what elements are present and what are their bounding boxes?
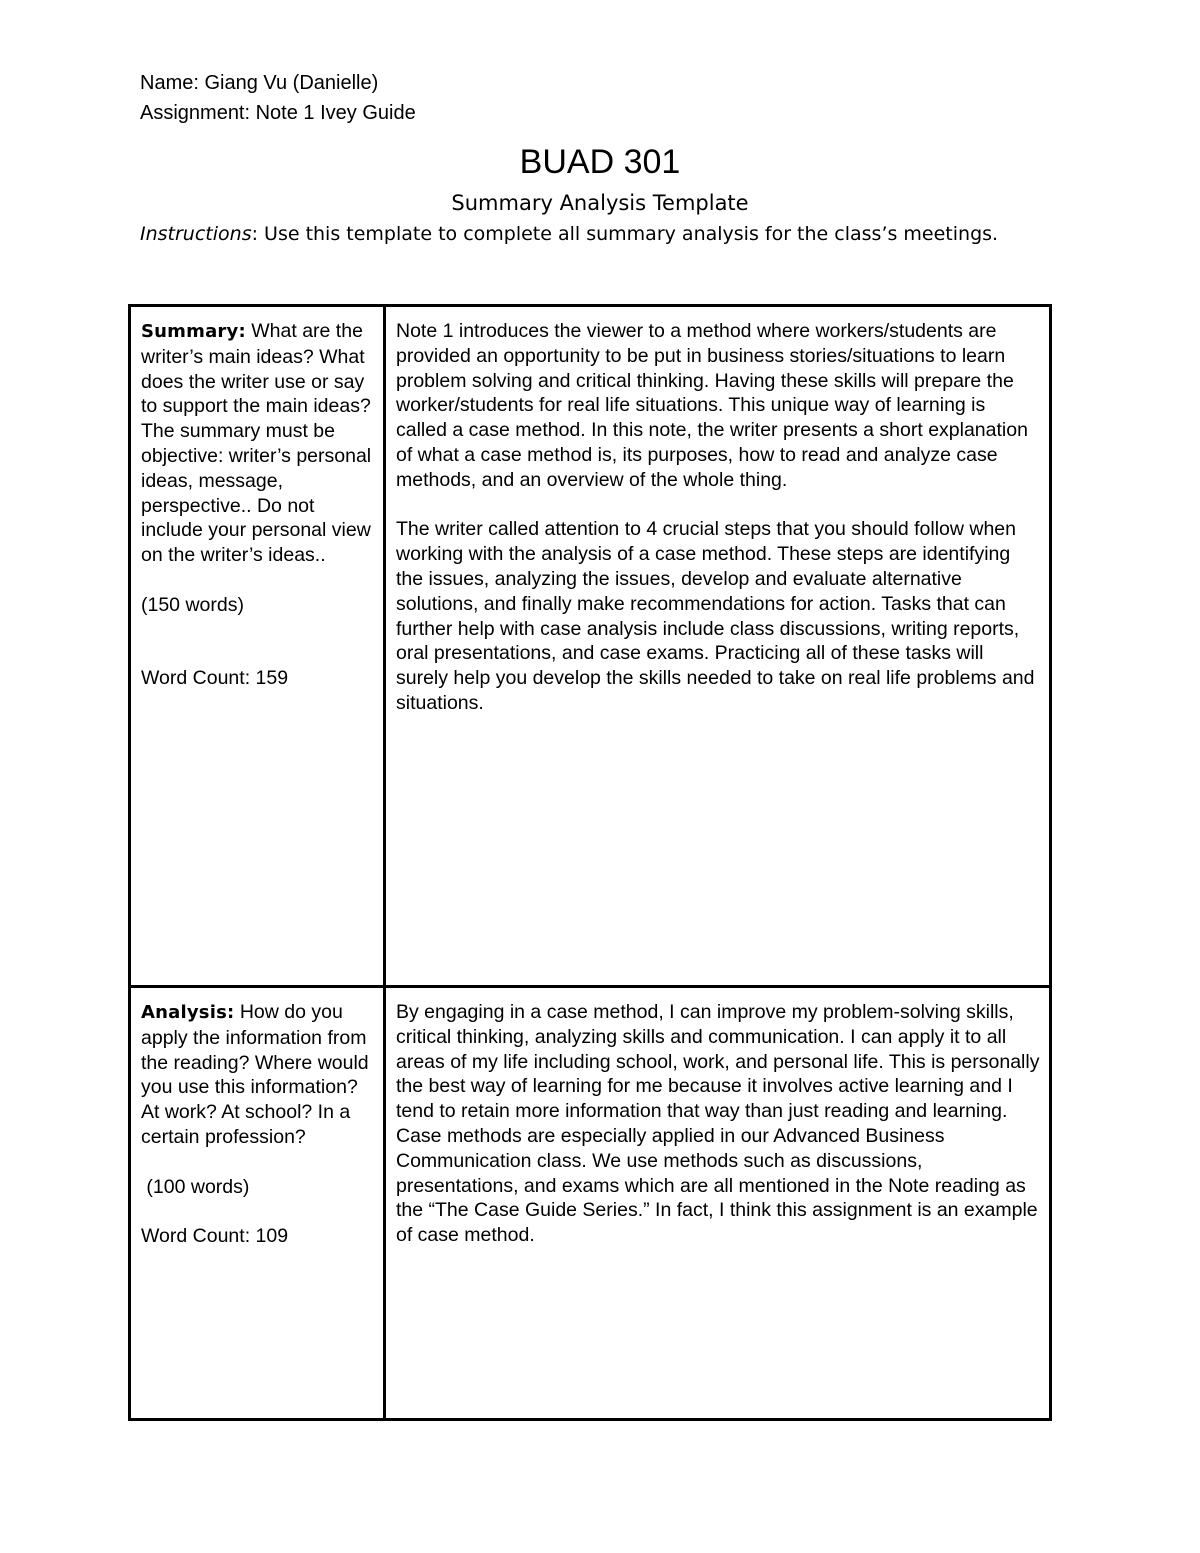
template-title: Summary Analysis Template <box>451 191 749 215</box>
summary-prompt <box>141 319 374 568</box>
analysis-prompt-text: How do you apply the information from the reading? Where would you use this information? At work? At school? In a certain profession? <box>141 1001 369 1148</box>
summary-row <box>130 306 1051 987</box>
summary-word-count: Word Count: 159 <box>141 666 289 689</box>
analysis-prompt <box>141 1000 374 1150</box>
analysis-response-cell <box>385 987 1051 1420</box>
instructions-text: : Use this template to complete all summary analysis for the class’s meetings. <box>251 223 999 245</box>
course-title: BUAD 301 <box>519 143 681 181</box>
summary-prompt-text: What are the writer’s main ideas? What does the writer use or say to support the main ideas? The summary must be objective: writer’s personal ideas, message, perspective.. Do not include your personal view on the writer’s ideas.. <box>141 320 372 567</box>
analysis-word-count: Word Count: 109 <box>141 1225 289 1248</box>
student-name: Name: Giang Vu (Danielle) <box>140 72 379 94</box>
analysis-word-limit: (100 words) <box>141 1175 250 1198</box>
instructions <box>140 220 1050 249</box>
summary-analysis-table <box>128 304 1052 1421</box>
summary-response-paragraph-1: Note 1 introduces the viewer to a method where workers/students are provided an opportunity to be put in business stories/situations to learn problem solving and critical thinking. Having these skills will prepare the worker/students for real life situations. This unique way of learning is called a case method. In this note, the writer presents a short explanation of what a case method is, its purposes, how to read and analyze case methods, and an overview of the whole thing. <box>396 320 1028 491</box>
analysis-label: Analysis: <box>141 1002 235 1023</box>
assignment-title: Assignment: Note 1 Ivey Guide <box>140 102 416 124</box>
summary-response-paragraph-2: The writer called attention to 4 crucial steps that you should follow when working with the analysis of a case method. These steps are identifying the issues, analyzing the issues, develop and evaluate alternative solutions, and finally make recommendations for action. Tasks that can further help with case analysis include class discussions, writing reports, oral presentations, and case exams. Practicing all of these tasks will surely help you develop the skills needed to take on real life problems and situations. <box>396 518 1035 714</box>
summary-label: Summary: <box>141 321 246 342</box>
summary-prompt-cell <box>130 306 385 987</box>
analysis-row <box>130 987 1051 1420</box>
analysis-prompt-cell <box>130 987 385 1420</box>
instructions-label: Instructions <box>140 223 252 245</box>
analysis-response: By engaging in a case method, I can improve my problem-solving skills, critical thinking, analyzing skills and communication. I can apply it to all areas of my life including school, work, and personal life. This is personally the best way of learning for me because it involves active learning and I tend to retain more information that way than just reading and learning. Case methods are especially applied in our Advanced Business Communication class. We use methods such as discussions, presentations, and exams which are all mentioned in the Note reading as the “The Case Guide Series.” In fact, I think this assignment is an example of case method. <box>396 1001 1040 1247</box>
summary-word-limit: (150 words) <box>141 593 244 616</box>
summary-response-cell <box>385 306 1051 987</box>
